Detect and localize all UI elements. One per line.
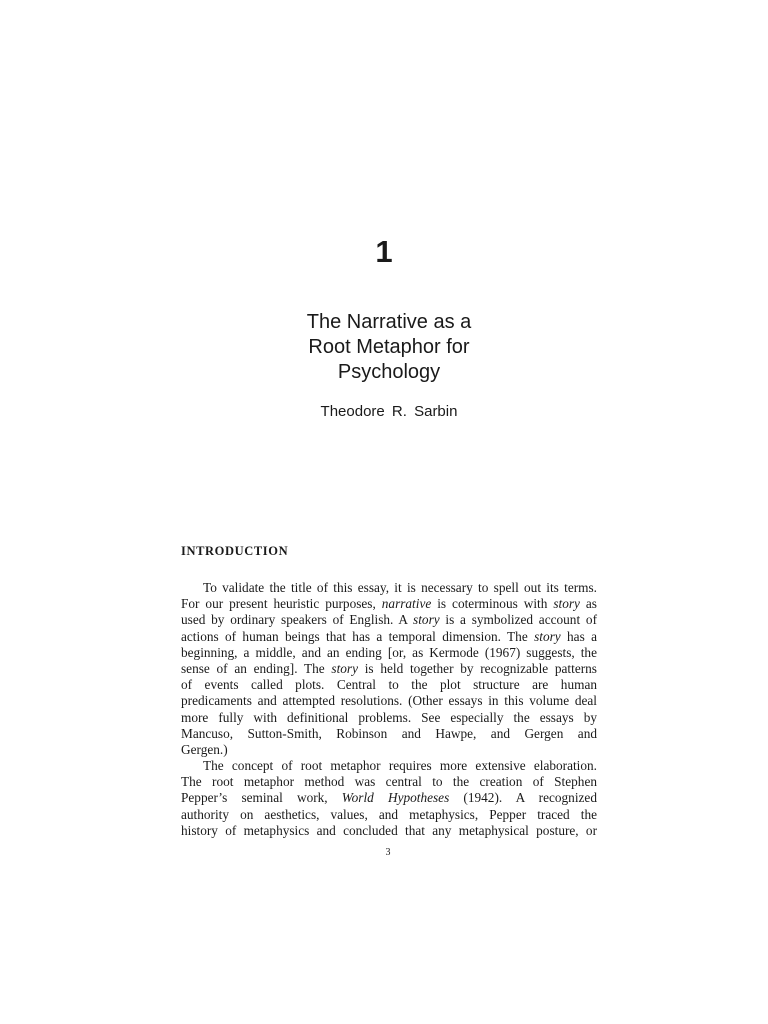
chapter-title-line: Psychology [337,361,441,383]
text-line: beginning, a middle, and an ending [or, as Kermode (1967) suggests, the [181,644,597,660]
italic-term: World Hypotheses [341,790,450,806]
text-line: used by ordinary speakers of English. A story is a symbolized account of [181,612,597,628]
text-line: predicaments and attempted resolutions. (Other essays in this volume deal [181,693,597,709]
text-line: Mancuso, Sutton-Smith, Robinson and Hawpe, and Gergen and [181,725,597,741]
chapter-title-line: Root Metaphor for [308,336,470,358]
text-line: For our present heuristic purposes, narrative is coterminous with story as [181,596,597,612]
text-line: Gergen.) [181,741,228,757]
text-line: actions of human beings that has a temporal dimension. The story has a [181,628,598,644]
text-line: authority on aesthetics, values, and metaphysics, Pepper traced the [181,806,597,822]
chapter-title [0,310,768,385]
text-line: The root metaphor method was central to the creation of Stephen [181,774,597,790]
italic-term: story [331,660,359,676]
text-line: To validate the title of this essay, it is necessary to spell out its terms. [203,580,597,595]
body-text [181,580,597,839]
text-line: The concept of root metaphor requires more extensive elaboration. [203,758,597,774]
text-line: Pepper’s seminal work, World Hypotheses (1942). A recognized [181,790,597,806]
italic-term: narrative [381,596,432,612]
italic-term: story [534,628,561,644]
italic-term: story [413,612,440,628]
italic-term: story [553,596,580,612]
text-line: sense of an ending]. The story is held together by recognizable patterns [181,660,597,676]
section-heading: INTRODUCTION [181,544,289,558]
text-line: of events called plots. Central to the plot structure are human [181,677,597,693]
chapter-number: 1 [375,234,393,269]
text-line: more fully with definitional problems. See especially the essays by [181,709,597,725]
page-number: 3 [385,847,391,858]
text-line: history of metaphysics and concluded that any metaphysical posture, or [181,822,597,838]
chapter-author: Theodore R. Sarbin [320,403,458,420]
chapter-title-line: The Narrative as a [306,311,472,333]
